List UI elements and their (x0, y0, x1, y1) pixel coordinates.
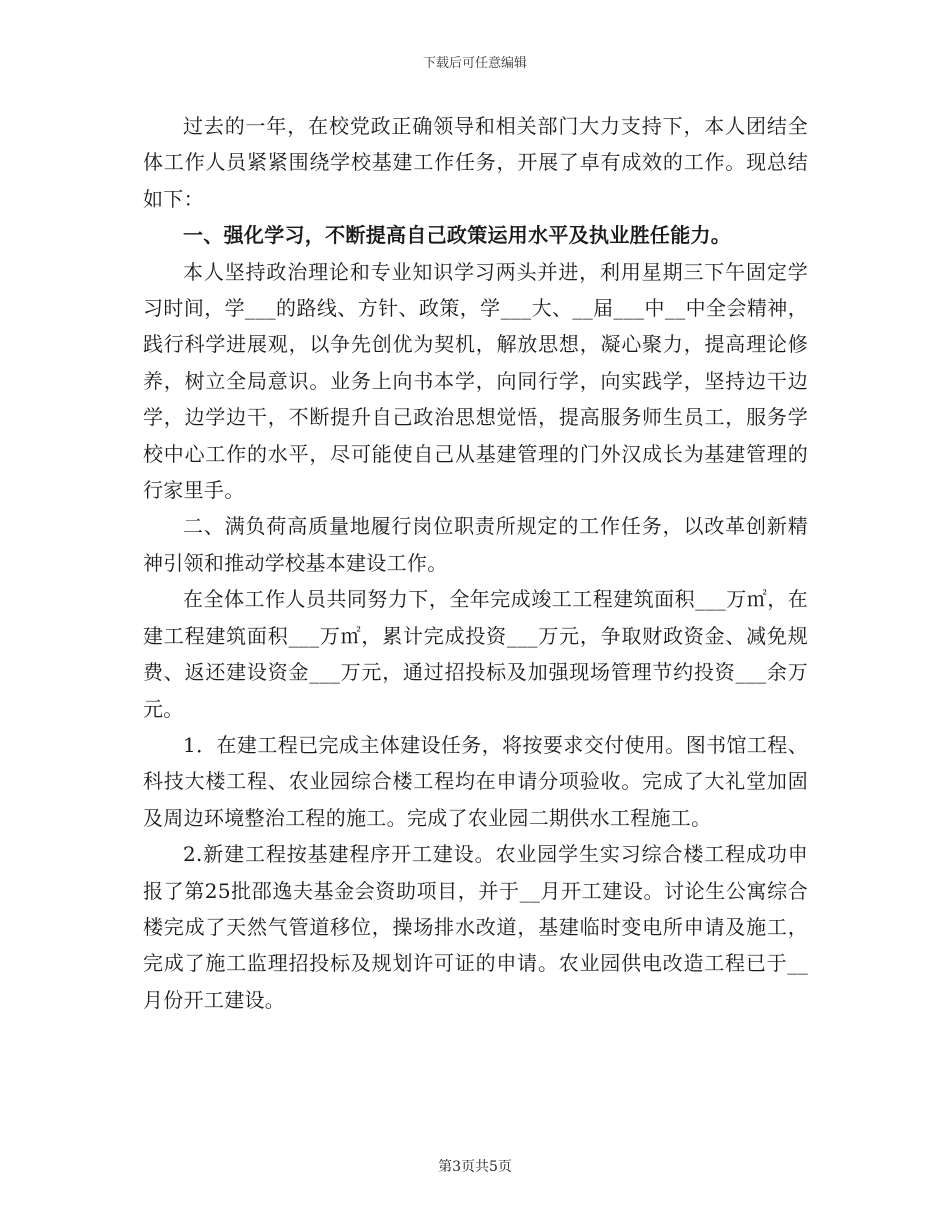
achievement-paragraph: 在全体工作人员共同努力下，全年完成竣工工程建筑面积___万㎡，在建工程建筑面积___万㎡，累计完成投资___万元，争取财政资金、减免规费、返还建设资金___万元，通过招投标及加强现场管理节约投资___余万元。 (143, 587, 808, 721)
section-heading-1: 一、强化学习，不断提高自己政策运用水平及执业胜任能力。 (183, 223, 732, 248)
intro-paragraph: 过去的一年，在校党政正确领导和相关部门大力支持下，本人团结全体工作人员紧紧围绕学校基建工作任务，开展了卓有成效的工作。现总结如下： (143, 114, 808, 211)
section-heading-2: 二、满负荷高质量地履行岗位职责所规定的工作任务，以改革创新精神引领和推动学校基本建设工作。 (143, 514, 808, 575)
page-footer: 第3页共5页 (438, 1159, 512, 1175)
page-header: 下载后可任意编辑 (422, 56, 527, 71)
item-2-paragraph: 2.新建工程按基建程序开工建设。农业园学生实习综合楼工程成功申报了第25批邵逸夫基金会资助项目，并于__月开工建设。讨论生公寓综合楼完成了天然气管道移位，操场排水改道，基建临时变电所申请及施工，完成了施工监理招投标及规划许可证的申请。农业园供电改造工程已于__月份开工建设。 (143, 842, 808, 1012)
document-body (143, 108, 808, 1018)
item-1-paragraph: 1．在建工程已完成主体建设任务，将按要求交付使用。图书馆工程、科技大楼工程、农业园综合楼工程均在申请分项验收。完成了大礼堂加固及周边环境整治工程的施工。完成了农业园二期供水工程施工。 (143, 732, 808, 830)
study-paragraph: 本人坚持政治理论和专业知识学习两头并进，利用星期三下午固定学习时间，学___的路线、方针、政策，学___大、__届___中__中全会精神，践行科学进展观，以争先创优为契机，解放思想，凝心聚力，提高理论修养，树立全局意识。业务上向书本学，向同行学，向实践学，坚持边干边学，边学边干，不断提升自己政治思想觉悟，提高服务师生员工，服务学校中心工作的水平，尽可能使自己从基建管理的门外汉成长为基建管理的行家里手。 (143, 259, 808, 503)
